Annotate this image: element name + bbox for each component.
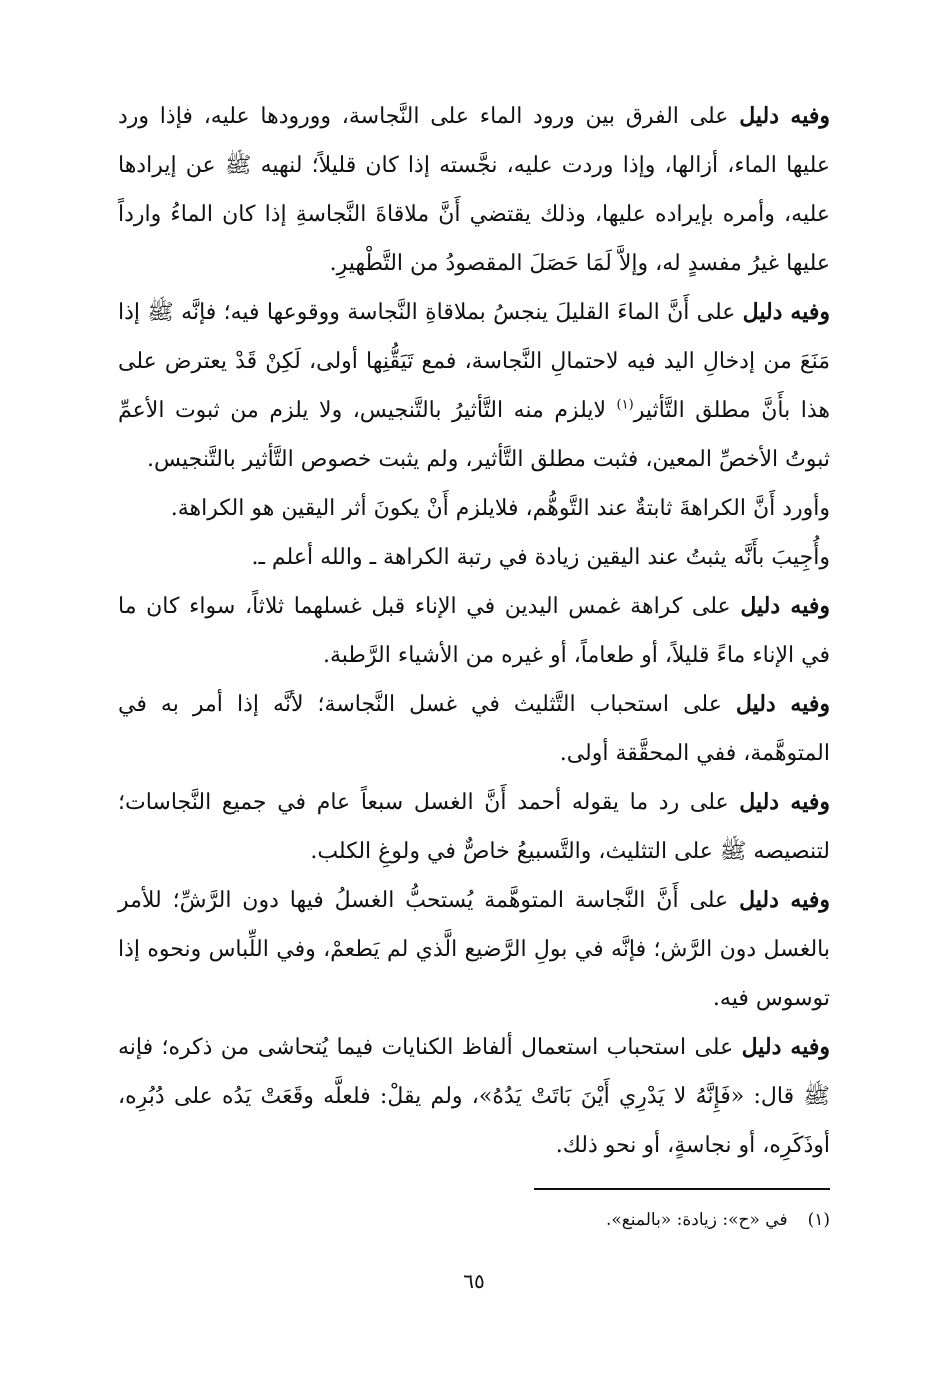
paragraph-lead: وفيه دليل <box>740 593 830 619</box>
paragraph-text: على كراهة غمس اليدين في الإناء قبل غسلهما ثلاثاً، سواء كان ما في الإناء ماءً قليلاً، أو طعاماً، أو غيره من الأشياء الرَّطبة. <box>118 594 830 668</box>
footnote-divider <box>534 1188 830 1190</box>
paragraph-text: على الفرق بين ورود الماء على النَّجاسة، وورودها عليه، فإذا ورد عليها الماء، أزالها، وإذا وردت عليه، نجَّسته إذا كان قليلاً؛ لنهيه ﷺ عن إيرادها عليه، وأمره بإيراده عليها، وذلك يقتضي أَنَّ ملاقاةَ النَّجاسةِ إذا كان الماءُ وارداً عليها غيرُ مفسدٍ له، وإلاَّ لَمَا حَصَلَ المقصودُ من التَّطْهيرِ. <box>118 104 830 276</box>
paragraph-lead: وفيه دليل <box>739 887 830 913</box>
paragraph-5 <box>118 582 830 680</box>
page-body <box>118 92 830 1170</box>
paragraph-text: وأُجِيبَ بأَنَّه يثبتُ عند اليقين زيادة في رتبة الكراهة ـ والله أعلم ـ. <box>251 545 830 570</box>
paragraph-2 <box>118 288 830 484</box>
paragraph-lead: وفيه دليل <box>741 1034 830 1060</box>
paragraph-text: على استحباب التَّثليث في غسل النَّجاسة؛ لأنَّه إذا أمر به في المتوهَّمة، ففي المحقَّقة أولى. <box>118 692 830 766</box>
paragraph-text: على استحباب استعمال ألفاظ الكنايات فيما يُتحاشى من ذكره؛ فإنه ﷺ قال: «فَإِنَّهُ لا يَدْرِي أَيْنَ بَاتَتْ يَدُهُ»، ولم يقلْ: فلعلَّه وقَعَتْ يَدُه على دُبُرِه، أوذَكَرِه، أو نجاسةٍ، أو نحو ذلك. <box>118 1035 830 1158</box>
paragraph-8 <box>118 876 830 1023</box>
paragraph-lead: وفيه دليل <box>739 103 830 129</box>
footnote <box>118 1206 830 1234</box>
paragraph-3 <box>118 484 830 533</box>
paragraph-lead: وفيه دليل <box>739 789 830 815</box>
paragraph-1 <box>118 92 830 288</box>
paragraph-text: على أَنَّ النَّجاسة المتوهَّمة يُستحبُّ الغسلُ فيها دون الرَّشِّ؛ للأمر بالغسل دون الرَّش؛ فإنَّه في بولِ الرَّضيع الَّذي لم يَطعمْ، وفي اللِّباس ونحوه إذا توسوس فيه. <box>118 888 830 1011</box>
paragraph-7 <box>118 778 830 876</box>
footnote-number: (١) <box>807 1210 830 1230</box>
paragraph-text: وأورد أَنَّ الكراهةَ ثابتةٌ عند التَّوهُّم، فلايلزم أَنْ يكونَ أثر اليقين هو الكراهة. <box>170 496 830 521</box>
footnote-marker[interactable]: (١) <box>616 397 634 413</box>
paragraph-9 <box>118 1023 830 1170</box>
paragraph-4 <box>118 533 830 582</box>
page-number: ٦٥ <box>463 1269 485 1293</box>
paragraph-6 <box>118 680 830 778</box>
paragraph-text: على رد ما يقوله أحمد أَنَّ الغسل سبعاً عام في جميع النَّجاسات؛ لتنصيصه ﷺ على التثليث، والتَّسبيعُ خاصٌّ في ولوغِ الكلب. <box>118 790 830 864</box>
paragraph-lead: وفيه دليل <box>742 299 830 325</box>
paragraph-text: على أَنَّ الماءَ القليلَ ينجسُ بملاقاةِ النَّجاسة ووقوعها فيه؛ فإنَّه ﷺ إذا مَنَعَ من إدخالِ اليد فيه لاحتمالِ النَّجاسة، فمع تَيَقُّنِها أولى، لَكِنْ قَدْ يعترض على هذا بأَنَّ مطلق التَّأثير <box>118 300 830 423</box>
paragraph-lead: وفيه دليل <box>735 691 830 717</box>
paragraph-text: لايلزم منه التَّأثيرُ بالتَّنجيس، ولا يلزم من ثبوت الأعمِّ ثبوتُ الأخصِّ المعين، فثبت مطلق التَّأثير، ولم يثبت خصوص التَّأثير بالتَّنجيس. <box>118 398 830 472</box>
footnote-text: في «ح»: زيادة: «بالمنع». <box>605 1210 788 1230</box>
